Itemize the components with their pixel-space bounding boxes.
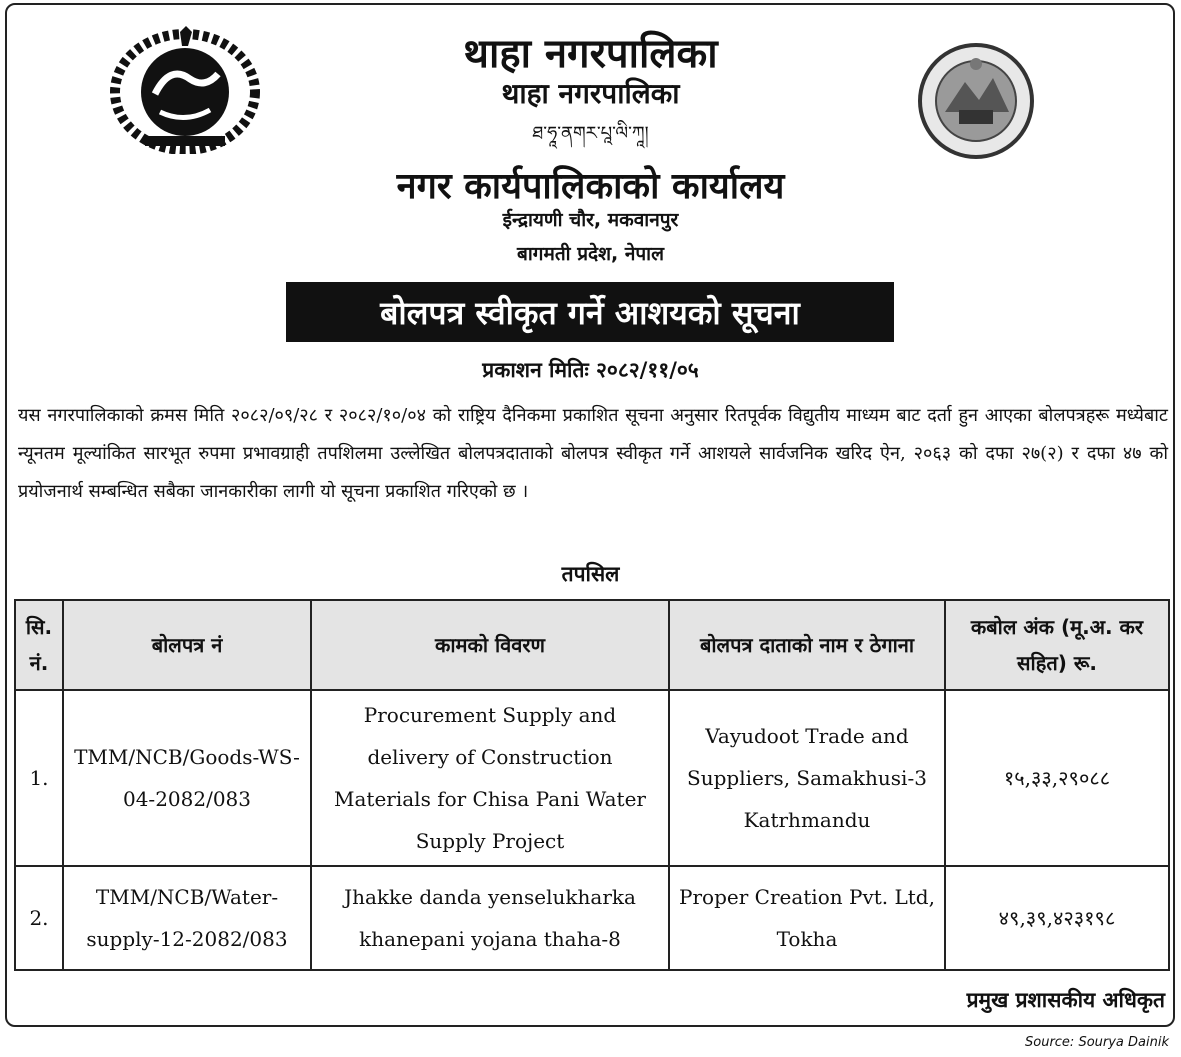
tender-table: [14, 599, 1170, 971]
table-header-row: [15, 600, 1169, 690]
table-heading: तपसिल: [561, 562, 620, 586]
notice-title: बोलपत्र स्वीकृत गर्ने आशयको सूचना: [380, 293, 800, 332]
header-amount: कबोल अंक (मू.अ. कर सहित) रू.: [945, 600, 1169, 690]
row-amount: ४९,३९,४२३१९८: [945, 866, 1169, 970]
row-description: Procurement Supply and delivery of Construction Materials for Chisa Pani Water Supply Project: [311, 690, 669, 866]
signature-title: प्रमुख प्रशासकीय अधिकृत: [966, 988, 1165, 1012]
municipality-name-tamang: ཐ་ཧཱ་ནགར་པཱ་ལི་ཀཱ།: [532, 123, 649, 144]
row-description: Jhakke danda yenselukharka khanepani yojana thaha-8: [311, 866, 669, 970]
header-bid-number: बोलपत्र नं: [63, 600, 311, 690]
notice-body: यस नगरपालिकाको क्रमस मिति २०८२/०९/२८ र २०८२/१०/०४ को राष्ट्रिय दैनिकमा प्रकाशित सूचना अनुसार रितपूर्वक विद्युतीय माध्यम बाट दर्ता हुन आएका बोलपत्रहरू मध्येबाट न्यूनतम मूल्यांकित सारभूत रुपमा प्रभावग्राही तपशिलमा उल्लेखित बोलपत्रदाताको बोलपत्र स्वीकृत गर्ने आशयले सार्वजनिक खरिद ऐन, २०६३ को दफा २७(२) र दफा ४७ को प्रयोजनार्थ सम्बन्धित सबैका जानकारीका लागी यो सूचना प्रकाशित गरिएको छ ।: [18, 405, 1168, 502]
source-credit: Source: Sourya Dainik: [1025, 1035, 1169, 1050]
header-serial: सि. नं.: [15, 600, 63, 690]
publication-date: प्रकाशन मितिः २०८२/११/०५: [482, 358, 699, 382]
table-row: [15, 866, 1169, 970]
row-amount: १५,३३,२९०८८: [945, 690, 1169, 866]
row-bidder: Vayudoot Trade and Suppliers, Samakhusi-3 Katrhmandu: [669, 690, 945, 866]
row-bid-number: TMM/NCB/Water-supply-12-2082/083: [63, 866, 311, 970]
row-bidder: Proper Creation Pvt. Ltd, Tokha: [669, 866, 945, 970]
address-line-1: ईन्द्रायणी चौर, मकवानपुर: [502, 209, 679, 231]
notice-title-banner: [286, 282, 894, 342]
header-bidder: बोलपत्र दाताको नाम र ठेगाना: [669, 600, 945, 690]
row-serial: 2.: [15, 866, 63, 970]
municipality-name-newari: थाहा नगरपालिका: [501, 77, 680, 110]
address-line-2: बागमती प्रदेश, नेपाल: [517, 243, 664, 265]
municipality-name-nepali: थाहा नगरपालिका: [463, 31, 718, 77]
office-title: नगर कार्यपालिकाको कार्यालय: [396, 166, 785, 207]
header-description: कामको विवरण: [311, 600, 669, 690]
table-row: [15, 690, 1169, 866]
row-serial: 1.: [15, 690, 63, 866]
row-bid-number: TMM/NCB/Goods-WS-04-2082/083: [63, 690, 311, 866]
